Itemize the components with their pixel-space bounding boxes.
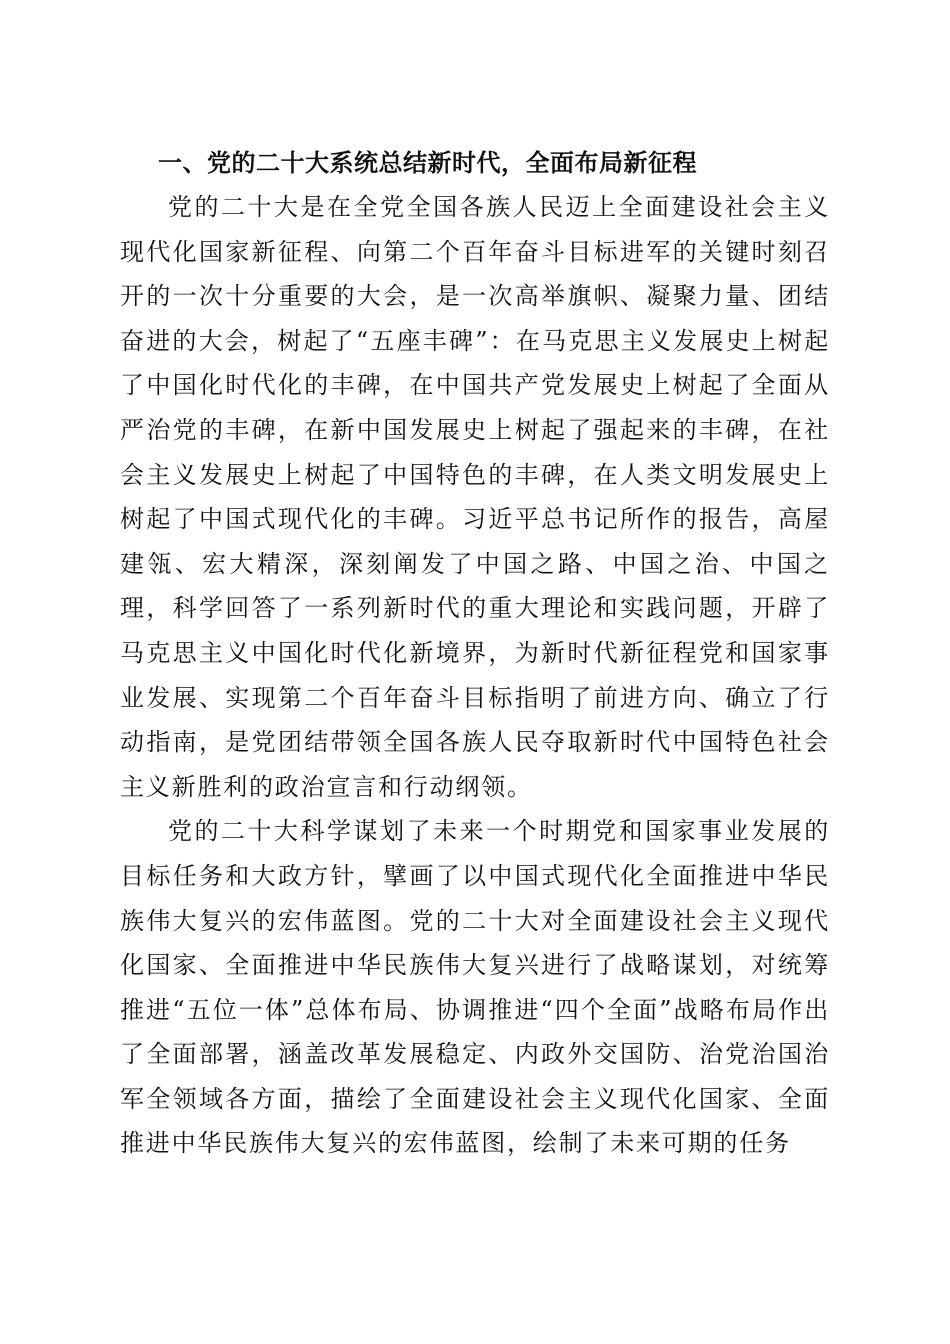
paragraph-1: 党的二十大是在全党全国各族人民迈上全面建设社会主义现代化国家新征程、向第二个百年奋斗目标进军的关键时刻召开的一次十分重要的大会，是一次高举旗帜、凝聚力量、团结奋进的大会，树起了“五座丰碑”：在马克思主义发展史上树起了中国化时代化的丰碑，在中国共产党发展史上树起了全面从严治党的丰碑，在新中国发展史上树起了强起来的丰碑，在社会主义发展史上树起了中国特色的丰碑，在人类文明发展史上树起了中国式现代化的丰碑。习近平总书记所作的报告，高屋建瓴、宏大精深，深刻阐发了中国之路、中国之治、中国之理，科学回答了一系列新时代的重大理论和实践问题，开辟了马克思主义中国化时代化新境界，为新时代新征程党和国家事业发展、实现第二个百年奋斗目标指明了前进方向、确立了行动指南，是党团结带领全国各族人民夺取新时代中国特色社会主义新胜利的政治宣言和行动纲领。 [120,193,830,801]
section-heading: 一、党的二十大系统总结新时代，全面布局新征程 [158,149,697,177]
paragraph-2: 党的二十大科学谋划了未来一个时期党和国家事业发展的目标任务和大政方针，擘画了以中国式现代化全面推进中华民族伟大复兴的宏伟蓝图。党的二十大对全面建设社会主义现代化国家、全面推进中华民族伟大复兴进行了战略谋划，对统筹推进“五位一体”总体布局、协调推进“四个全面”战略布局作出了全面部署，涵盖改革发展稳定、内政外交国防、治党治国治军全领域各方面，描绘了全面建设社会主义现代化国家、全面推进中华民族伟大复兴的宏伟蓝图，绘制了未来可期的任务 [120,817,830,1158]
document-body [120,141,830,1166]
